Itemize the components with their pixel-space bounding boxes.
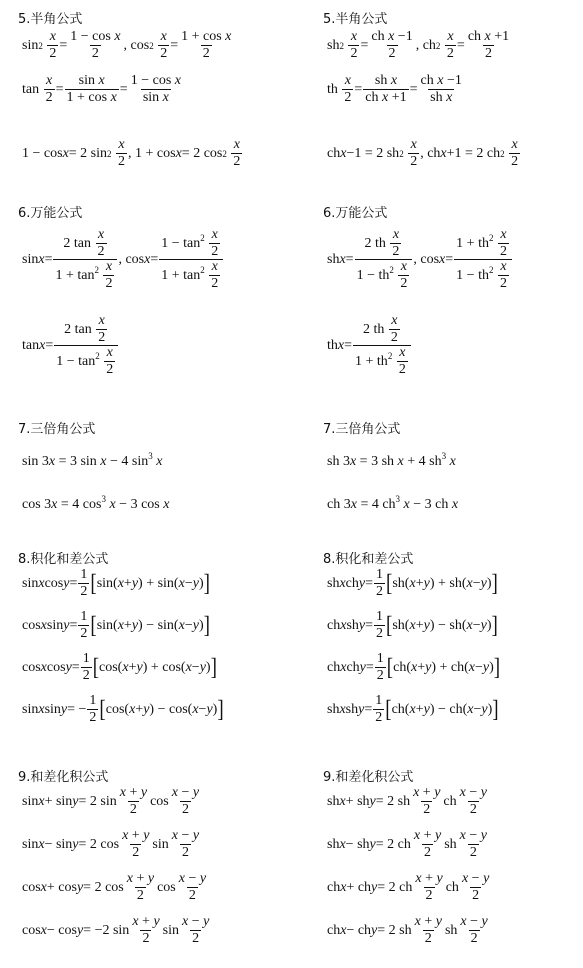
section-title: 8.积化和差公式 — [18, 552, 109, 567]
formula-product-4: sin x sin y = − $\frac{1}{2}$ [ cos( x + y ) − cos( x − y ) ] — [22, 693, 224, 725]
formula-triple-sin: sin 3x = 3 sin x − 4 $\sin^3 x$ — [22, 451, 163, 469]
formula-product-3: cos x cos y = $\frac{1}{2}$ [ cos( x + y ) + cos( x − y ) ] — [22, 651, 217, 683]
formula-sum-3: cos x + cos y = 2 cos $\frac{x + y}{2}$ cos $\frac{x - y}{2}$ — [22, 871, 207, 903]
formula-hyp-product-3: ch x ch y = $\frac{1}{2}$ [ ch( x + y ) + ch( x − y ) ] — [327, 651, 501, 683]
formula-sum-4: cos x − cos y = −2 sin $\frac{x + y}{2}$ sin $\frac{x - y}{2}$ — [22, 914, 210, 946]
formula-half-angle-sh-ch: sh 2 $\frac{x}{2}$ = $\frac{\text{ch x −1}}{2}$ , ch 2 $\frac{x}{2}$ = $\frac{\text{ch x +1}}{2}$ — [327, 29, 510, 61]
formula-product-2: cos x sin y = $\frac{1}{2}$ [ sin( x + y ) − sin( x − y ) ] — [22, 609, 210, 641]
section-title: 8.积化和差公式 — [323, 552, 414, 567]
formula-half-angle-tan: tan $\frac{x}{2}$ = $\frac{\text{sin x}}{\text{1 + cos x}}$ = $\frac{\text{1 − cos x}}{\text{sin x}}$ — [22, 73, 181, 105]
formula-triple-sh: sh 3x = 3 sh x + 4 $sh^3$ x — [327, 451, 456, 469]
section-title: 6.万能公式 — [18, 206, 83, 221]
formula-hyp-product-4: sh x sh y = $\frac{1}{2}$ [ ch( x + y ) − ch( x − y ) ] — [327, 693, 499, 725]
section-title: 7.三倍角公式 — [323, 422, 401, 437]
formula-half-angle-alt: 1 − cos x = 2 sin 2 $\frac{x}{2}$ , 1 + cos x = 2 cos 2 $\frac{x}{2}$ — [22, 137, 241, 169]
formula-half-angle-th: th $\frac{x}{2}$ = $\frac{\text{sh x}}{\text{ch x +1}}$ = $\frac{\text{ch x −1}}{\text{sh x}}$ — [327, 73, 462, 105]
formula-hyp-sum-2: sh x − sh y = 2 ch $\frac{x + y}{2}$ sh $\frac{x - y}{2}$ — [327, 828, 487, 860]
formula-universal-tan: tan x = 2 tan $\frac{x}{2}$ $1 - \tan^2$ $\frac{x}{2}$ — [22, 314, 119, 377]
formula-hyp-product-1: sh x ch y = $\frac{1}{2}$ [ sh( x + y ) + sh( x − y ) ] — [327, 567, 498, 599]
formula-universal-sin-cos: sin x = 2 tan $\frac{x}{2}$ $1 + \tan^2$ $\frac{x}{2}$ , cos x = $1 - \tan^2$ $\frac{x}{2}$ $1 + \tan^2$ $\frac{x}{2}$ — [22, 228, 224, 291]
formula-product-1: sin x cos y = $\frac{1}{2}$ [ sin( x + y ) + sin( x − y ) ] — [22, 567, 210, 599]
section-title: 5.半角公式 — [18, 12, 83, 27]
formula-hyp-sum-4: ch x − ch y = 2 sh $\frac{x + y}{2}$ sh $\frac{x - y}{2}$ — [327, 914, 488, 946]
formula-triple-ch: ch 3x = 4 $ch^3$ x − 3 ch x — [327, 494, 459, 512]
formula-universal-th: th x = 2 th $\frac{x}{2}$ $1 + th^2$ $\frac{x}{2}$ — [327, 314, 412, 377]
formula-sum-2: sin x − sin y = 2 cos $\frac{x + y}{2}$ sin $\frac{x - y}{2}$ — [22, 828, 200, 860]
formula-universal-sh-cos: sh x = 2 th $\frac{x}{2}$ $1 - th^2$ $\frac{x}{2}$ , cos x = $1 + th^2$ $\frac{x}{2}$ $1 - th^2$ $\frac{x}{2}$ — [327, 228, 513, 291]
formula-hyp-sum-1: sh x + sh y = 2 sh $\frac{x + y}{2}$ ch $\frac{x - y}{2}$ — [327, 785, 487, 817]
section-title: 5.半角公式 — [323, 12, 388, 27]
formula-triple-cos: cos 3x = 4 $\cos^3 x - 3$ cos x — [22, 494, 170, 512]
formula-sum-1: sin x + sin y = 2 sin $\frac{x + y}{2}$ cos $\frac{x - y}{2}$ — [22, 785, 200, 817]
formula-hyp-product-2: ch x sh y = $\frac{1}{2}$ [ sh( x + y ) − sh( x − y ) ] — [327, 609, 498, 641]
section-title: 7.三倍角公式 — [18, 422, 96, 437]
formula-hyp-sum-3: ch x + ch y = 2 ch $\frac{x + y}{2}$ ch $\frac{x - y}{2}$ — [327, 871, 490, 903]
section-title: 6.万能公式 — [323, 206, 388, 221]
formula-half-angle-sin-cos: sin 2 $\frac{x}{2}$ = $\frac{\text{1 − cos x}}{2}$ , cos 2 $\frac{x}{2}$ = $\frac{\text{1 + cos x}}{2}$ — [22, 29, 232, 61]
formula-half-angle-hyp-alt: ch x −1 = 2 sh 2 $\frac{x}{2}$ , ch x +1 = 2 ch 2 $\frac{x}{2}$ — [327, 137, 519, 169]
section-title: 9.和差化积公式 — [18, 770, 109, 785]
section-title: 9.和差化积公式 — [323, 770, 414, 785]
